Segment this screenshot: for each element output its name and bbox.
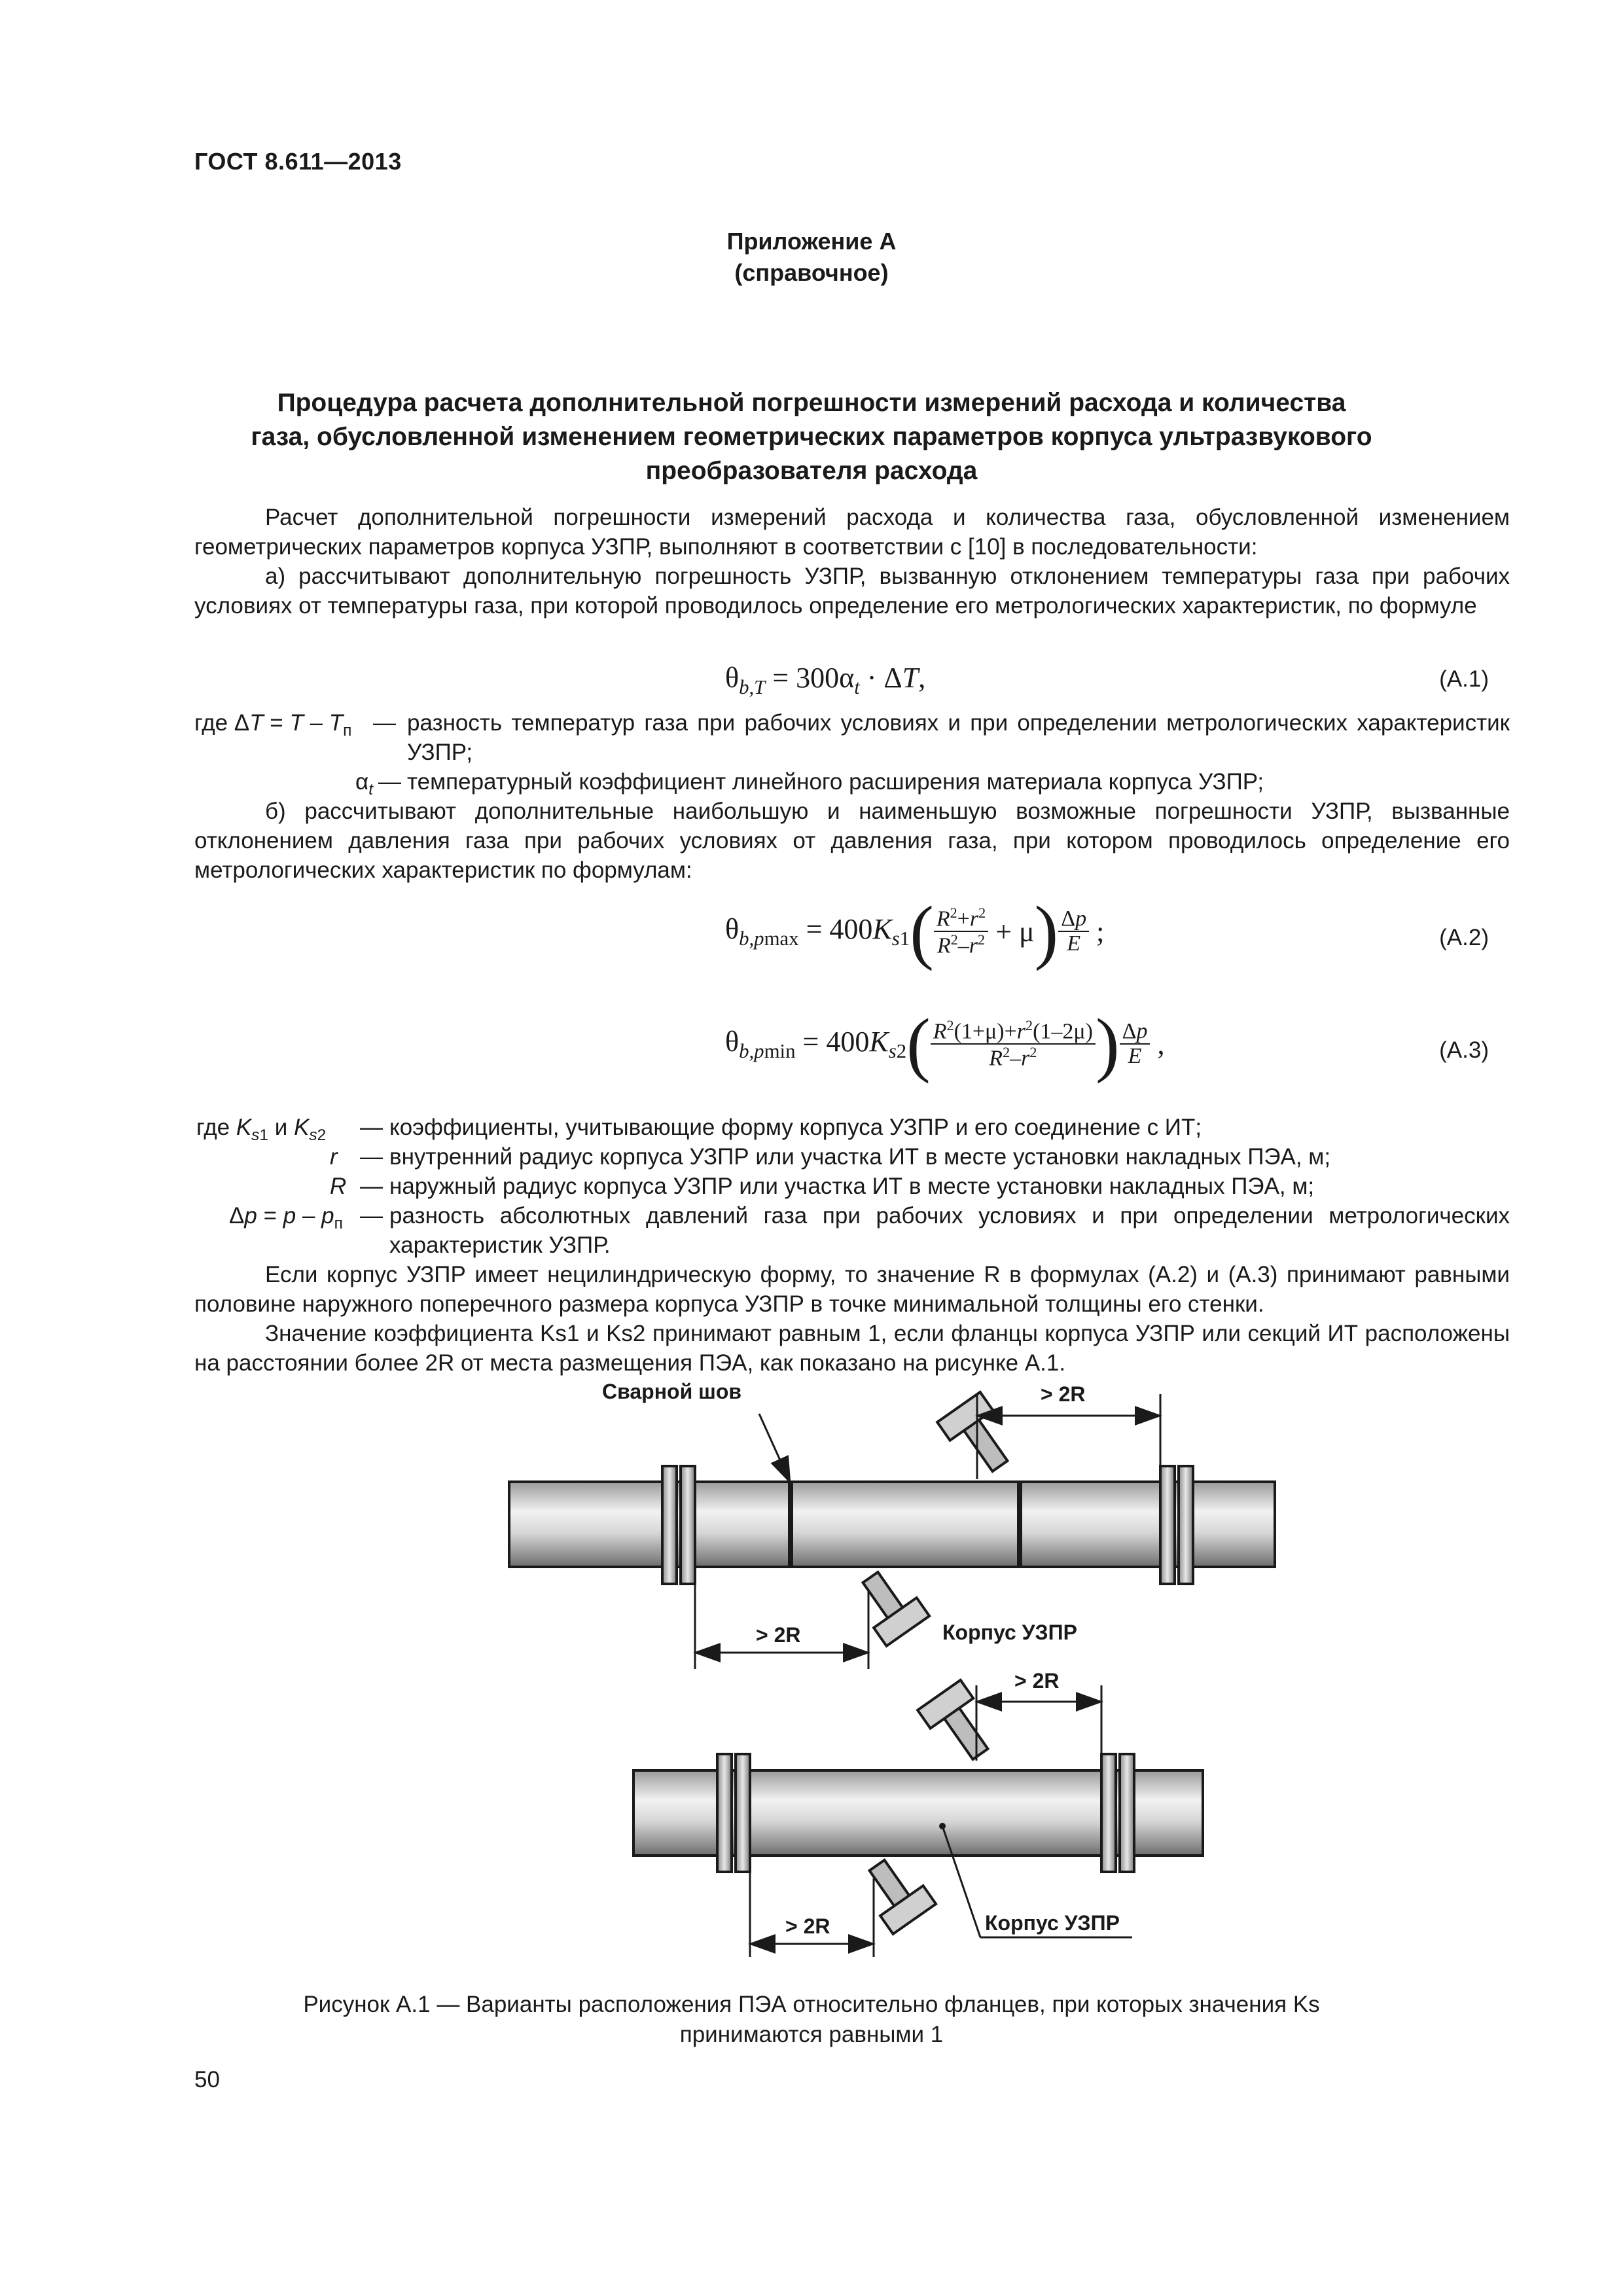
appendix-label: Приложение А	[726, 228, 897, 255]
paragraph-coefficients: Значение коэффициента Ks1 и Ks2 принимают равным 1, если фланцы корпуса УЗПР или секций ИТ расположены на расстоянии более 2R от места размещения ПЭА, как показано на рисунке А.1.	[194, 1321, 1510, 1376]
formula-a3-number: (А.3)	[1439, 1037, 1489, 1063]
definition-dp: разность абсолютных давлений газа при рабочих условиях и при определении метрологических характеристик УЗПР.	[389, 1203, 1510, 1258]
definition-big-r-symbol: R	[330, 1174, 347, 1199]
definition-ks-symbol: где $K_{s1}$ и $K_{s2}$	[196, 1115, 327, 1144]
lower-top-distance-label: > 2R	[1014, 1669, 1060, 1693]
title-line-1: Процедура расчета дополнительной погрешности измерений расхода и количества	[277, 389, 1346, 417]
caption-line-2: принимаются равными 1	[679, 2022, 944, 2047]
upper-top-distance-label: > 2R	[1041, 1382, 1086, 1406]
appendix-type: (справочное)	[734, 259, 889, 286]
definition-delta-t: разность температур газа при рабочих условиях и при определении метрологических характеристик УЗПР;	[407, 710, 1510, 765]
page-number: 50	[194, 2067, 220, 2092]
definition-dp-symbol: $\Delta p = p - p_п$	[229, 1203, 343, 1232]
upper-body-label: Корпус УЗПР	[942, 1621, 1077, 1644]
definition-dash: —	[360, 1144, 383, 1170]
title-line-2: газа, обусловленной изменением геометрических параметров корпуса ультразвукового	[251, 423, 1372, 451]
weld-seam-label: Сварной шов	[602, 1380, 742, 1403]
title-line-3: преобразователя расхода	[645, 457, 978, 485]
upper-bottom-distance-label: > 2R	[756, 1623, 801, 1647]
definition-alpha-symbol: $\alpha_t$	[355, 769, 374, 798]
paragraph-a: а) рассчитывают дополнительную погрешность УЗПР, вызванную отклонением температуры газа при рабочих условиях от температуры газа, при которой проводилось определение его метрологических характеристик, по формуле	[194, 564, 1510, 619]
lower-body-label: Корпус УЗПР	[985, 1911, 1120, 1935]
definition-big-r: наружный радиус корпуса УЗПР или участка ИТ в месте установки накладных ПЭА, м;	[389, 1174, 1315, 1199]
paragraph-intro: Расчет дополнительной погрешности измерений расхода и количества газа, обусловленной изменением геометрических параметров корпуса УЗПР, выполняют в соответствии с [10] в последовательности:	[194, 505, 1510, 560]
paragraph-noncylindrical: Если корпус УЗПР имеет нецилиндрическую форму, то значение R в формулах (А.2) и (А.3) принимают равными половине наружного поперечного размера корпуса УЗПР в точке минимальной толщины его стенки.	[194, 1262, 1510, 1317]
document-header: ГОСТ 8.611—2013	[194, 148, 402, 175]
definition-alpha: температурный коэффициент линейного расширения материала корпуса УЗПР;	[407, 769, 1264, 795]
definition-delta-t-symbol: где $\Delta T = T - T_п$	[194, 710, 352, 740]
formula-a1: $\theta_{b,T} = 300\alpha_t \cdot \Delta T$,	[725, 662, 926, 698]
definition-ks: коэффициенты, учитывающие форму корпуса УЗПР и его соединение с ИТ;	[389, 1115, 1202, 1140]
formula-a1-number: (А.1)	[1439, 666, 1489, 692]
formula-a2: $\theta_{b,pmax} = 400K_{s1}$ ( $\frac{R^2+r^2}{R^2-r^2}$ + μ ) $\frac{\Delta p}{E}$ ;	[725, 891, 1105, 971]
lower-bottom-distance-label: > 2R	[785, 1914, 830, 1938]
definition-dash: —	[373, 710, 396, 736]
formula-a2-number: (А.2)	[1439, 925, 1489, 950]
caption-line-1: Рисунок А.1 — Варианты расположения ПЭА относительно фланцев, при которых значения Ks	[303, 1992, 1320, 2017]
definition-dash: —	[360, 1203, 383, 1229]
definition-dash: —	[378, 769, 401, 795]
definition-dash: —	[360, 1115, 383, 1140]
upper-pipe-assembly	[509, 1392, 1275, 1669]
definition-r-symbol: r	[330, 1144, 338, 1170]
figure-caption	[0, 1990, 1623, 2050]
formula-a3: $\theta_{b,pmin} = 400K_{s2}$ ( $\frac{R^2(1+\mu)+r^2(1-2\mu)}{R^2-r^2}$ ) $\frac{\Delta p}{E}$ ,	[725, 1004, 1165, 1084]
paragraph-b: б) рассчитывают дополнительные наибольшую и наименьшую возможные погрешности УЗПР, вызванные отклонением давления газа при рабочих условиях от давления газа, при котором проводилось определение его метрологических характеристик по формулам:	[194, 798, 1510, 883]
definition-dash: —	[360, 1174, 383, 1199]
definition-r: внутренний радиус корпуса УЗПР или участка ИТ в месте установки накладных ПЭА, м;	[389, 1144, 1331, 1170]
